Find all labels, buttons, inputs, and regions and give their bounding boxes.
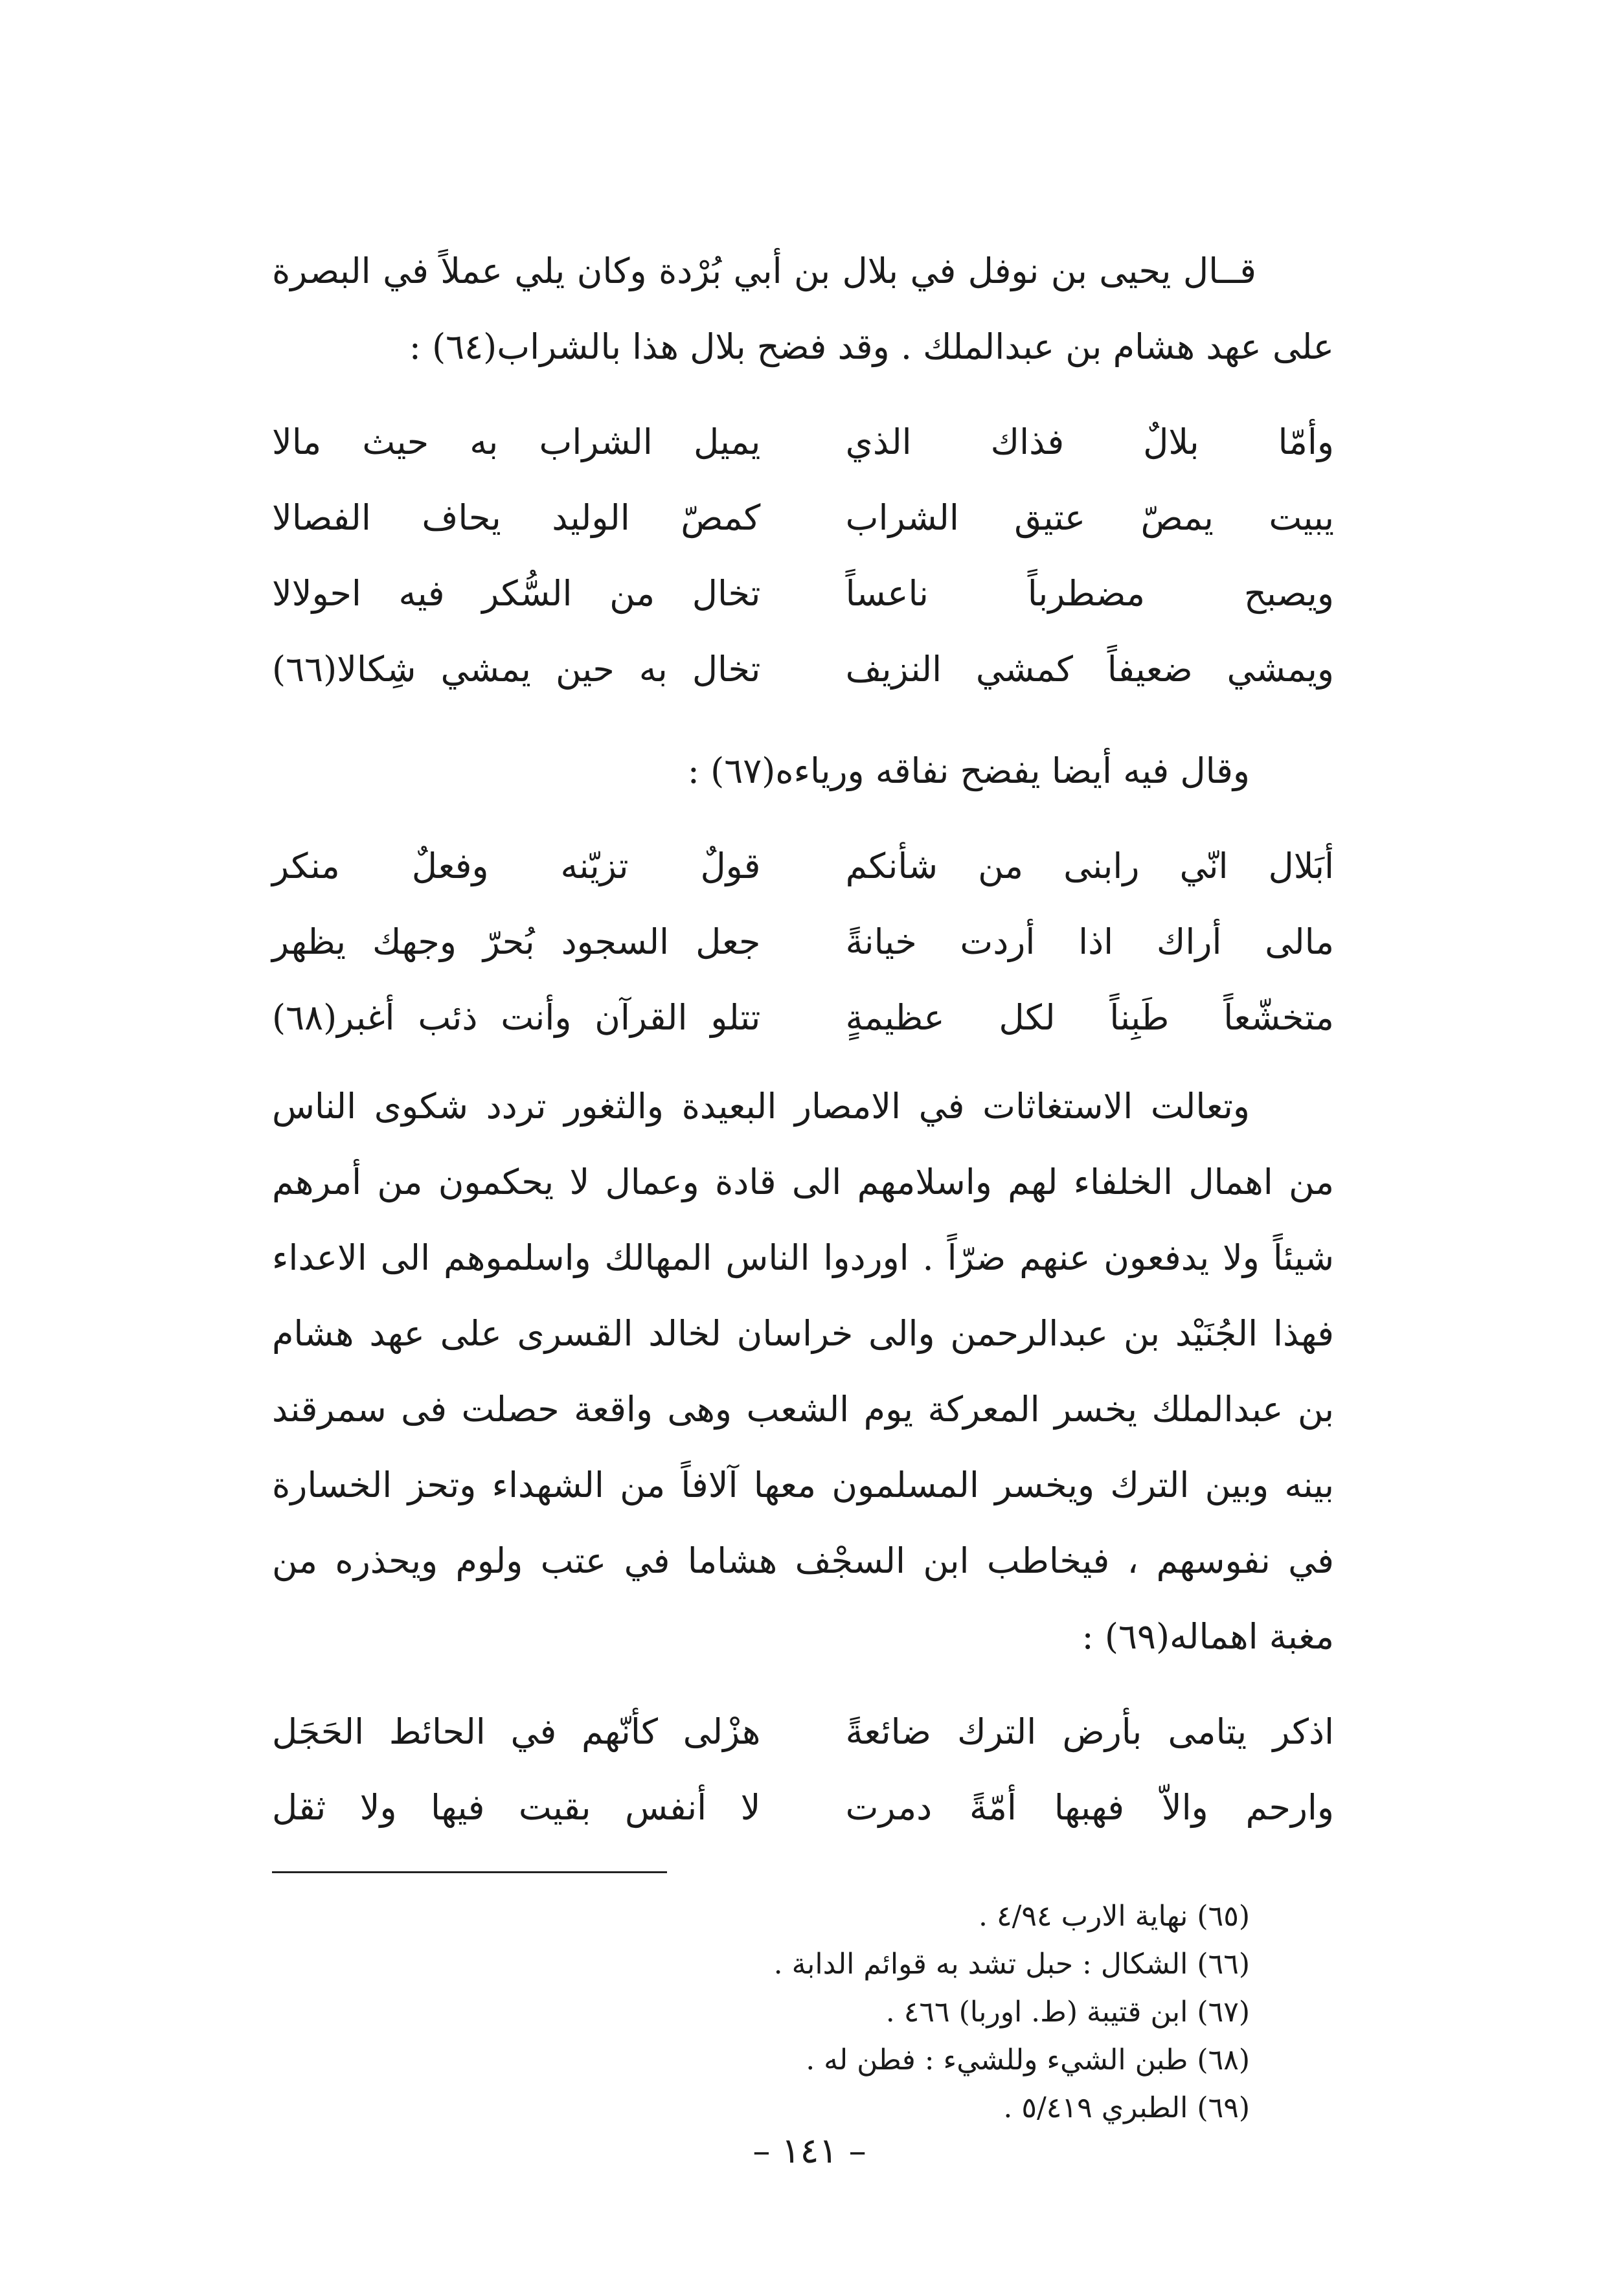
footnotes	[272, 1893, 1250, 2132]
verse-first-hemistich: يبيت يمصّ عتيق الشراب	[845, 497, 1334, 538]
verse-second-hemistich: تتلو القرآن وأنت ذئب أغبر(٦٨)	[272, 997, 761, 1038]
verse	[272, 828, 1334, 904]
verse	[272, 631, 1334, 707]
poem-bilal-drinking	[272, 404, 1334, 707]
verse-first-hemistich: اذكر يتامى بأرض الترك ضائعةً	[845, 1711, 1334, 1752]
paragraph-intro: قــال يحيى بن نوفل في بلال بن أبي بُرْدة وكان يلي عملاً في البصرة على عهد هشام بن عبدالملك . وقد فضح بلال هذا بالشراب(٦٤) :	[272, 251, 1334, 367]
verse-second-hemistich: يميل الشراب به حيث مالا	[272, 422, 761, 462]
footnote-separator	[272, 1871, 667, 1873]
footnote: (٦٧) ابن قتيبة (ط. اوربا) ٤٦٦ .	[885, 1996, 1250, 2029]
verse-second-hemistich: لا أنفس بقيت فيها ولا ثقل	[272, 1787, 761, 1828]
poem-orphans	[272, 1694, 1334, 1845]
verse	[272, 556, 1334, 631]
verse	[272, 1770, 1334, 1845]
verse	[272, 980, 1334, 1055]
paragraph-hypocrisy-intro: وقال فيه أيضا يفضح نفاقه ورياءه(٦٧) :	[687, 750, 1250, 791]
verse-first-hemistich: وارحم والاّ فهبها أمّةً دمرت	[845, 1787, 1334, 1828]
verse-second-hemistich: قولٌ تزيّنه وفعلٌ منكر	[272, 846, 761, 886]
verse-second-hemistich: هزْلى كأنّهم في الحائط الحَجَل	[272, 1711, 761, 1752]
verse-first-hemistich: ويمشي ضعيفاً كمشي النزيف	[845, 649, 1334, 690]
footnote: (٦٨) طبن الشيء وللشيء : فطن له .	[806, 2043, 1250, 2077]
verse-first-hemistich: ويصبح مضطرباً ناعساً	[845, 573, 1334, 614]
verse-first-hemistich: وأمّا بلالٌ فذاك الذي	[845, 422, 1334, 462]
verse-second-hemistich: جعل السجود بُحرّ وجهك يظهر	[272, 921, 761, 962]
verse	[272, 404, 1334, 480]
verse-first-hemistich: متخشّعاً طَبِناً لكل عظيمةٍ	[845, 997, 1334, 1038]
footnote: (٦٥) نهاية الارب ٤/٩٤ .	[978, 1900, 1250, 1933]
page-number: – ١٤١ –	[753, 2130, 866, 2171]
verse-second-hemistich: تخال من السُّكر فيه احولالا	[272, 573, 761, 614]
verse-second-hemistich: تخال به حين يمشي شِكالا(٦٦)	[272, 649, 761, 690]
verse	[272, 480, 1334, 556]
verse-second-hemistich: كمصّ الوليد يحاف الفصالا	[272, 497, 761, 538]
verse	[272, 904, 1334, 980]
verse-first-hemistich: مالى أراك اذا أردت خيانةً	[845, 921, 1334, 962]
page-body	[272, 233, 1334, 2132]
footnote: (٦٩) الطبري ٥/٤١٩ .	[1003, 2091, 1250, 2124]
footnote: (٦٦) الشكال : حبل تشد به قوائم الدابة .	[773, 1948, 1250, 1981]
poem-bilal-hypocrisy	[272, 828, 1334, 1055]
verse	[272, 1694, 1334, 1770]
verse-first-hemistich: أبَلال انّي رابنى من شأنكم	[845, 846, 1334, 886]
paragraph-frontier-complaints: وتعالت الاستغاثات في الامصار البعيدة والثغور تردد شكوى الناس من اهمال الخلفاء لهم واسلامهم الى قادة وعمال لا يحكمون من أمرهم شيئاً ولا يدفعون عنهم ضرّاً . اوردوا الناس المهالك واسلموهم الى الاعداء فهذا الجُنَيْد بن عبدالرحمن والى خراسان لخالد القسرى على عهد هشام بن عبدالملك يخسر المعركة يوم الشعب وهى واقعة حصلت فى سمرقند بينه وبين الترك ويخسر المسلمون معها آلافاً من الشهداء وتحز الخسارة في نفوسهم ، فيخاطب ابن السجْف هشاما في عتب ولوم ويحذره من مغبة اهماله(٦٩) :	[272, 1086, 1334, 1657]
